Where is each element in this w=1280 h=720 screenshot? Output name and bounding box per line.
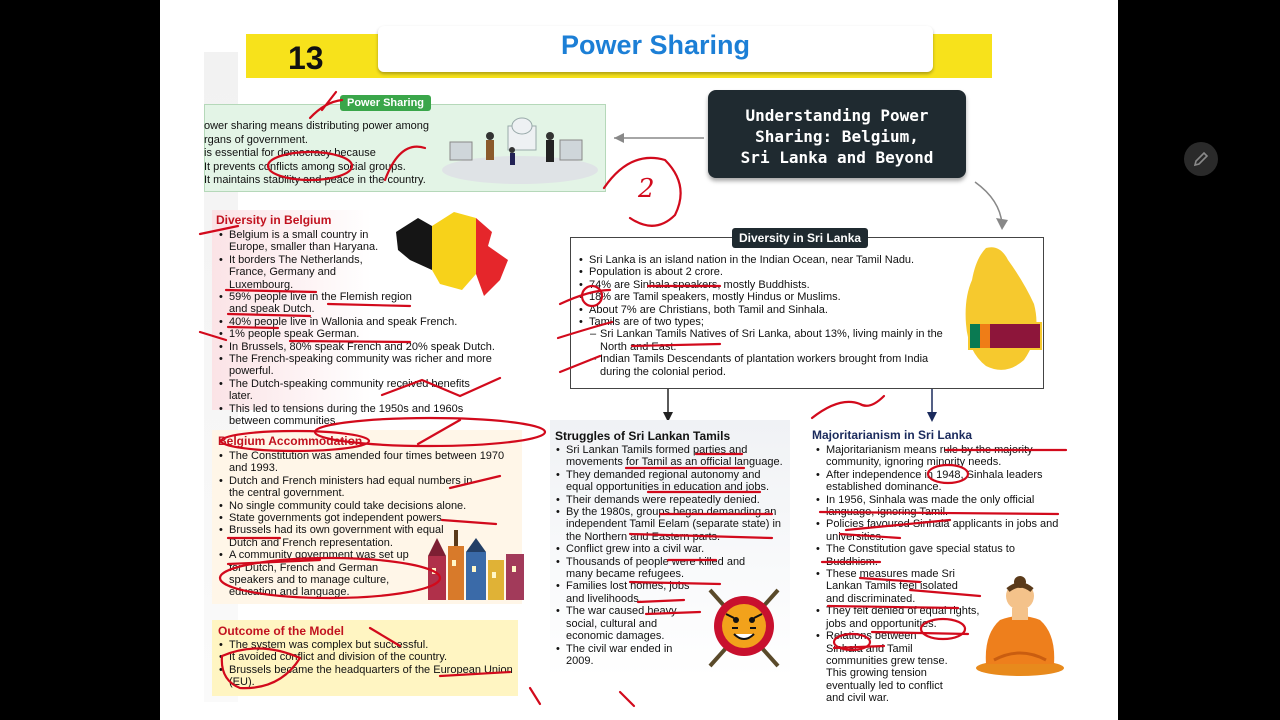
list-item: – Sri Lankan Tamils Natives of Sri Lanka, about 13%, living mainly in the North and East. <box>578 328 960 353</box>
list-item: • Population is about 2 crore. <box>578 266 960 278</box>
list-item: • The Constitution gave special status to Buddhism. <box>815 543 1059 568</box>
accommodation-title: Belgium Accommodation <box>218 434 363 448</box>
understanding-line: Sharing: Belgium, <box>755 127 919 146</box>
list-item: • Their demands were repeatedly denied. <box>555 494 787 506</box>
ps-line: ower sharing means distributing power among <box>204 120 430 132</box>
list-item: • Families lost homes, jobs and livelihoods. <box>555 580 705 605</box>
list-item: – Indian Tamils Descendants of plantation workers brought from India during the colonial period. <box>578 353 960 378</box>
list-item: • Belgium is a small country in Europe, smaller than Haryana. <box>218 229 398 254</box>
srilanka-title: Diversity in Sri Lanka <box>732 228 868 248</box>
list-item: • No single community could take decisions alone. <box>218 500 516 512</box>
majoritarianism-title: Majoritarianism in Sri Lanka <box>812 428 973 442</box>
notes-page <box>160 0 1118 720</box>
pencil-icon <box>1192 150 1210 168</box>
list-item: • They demanded regional autonomy and equal opportunities in education and jobs. <box>555 469 787 494</box>
list-item: • A community government was set up for Dutch, French and German speakers and to manage culture, education and language. <box>218 549 418 599</box>
list-item: • The Dutch-speaking community received benefits later. <box>218 378 478 403</box>
list-item: • Brussels had its own government with equal Dutch and French representation. <box>218 524 468 549</box>
list-item: • About 7% are Christians, both Tamil and Sinhala. <box>578 304 960 316</box>
list-item: • They felt denied of equal rights, jobs and opportunities. <box>815 605 985 630</box>
list-item: • Relations between Sinhala and Tamil communities grew tense. This growing tension eventually led to conflict and civil war. <box>815 630 955 704</box>
list-item: • It borders The Netherlands, France, Germany and Luxembourg. <box>218 254 398 291</box>
struggles-title: Struggles of Sri Lankan Tamils <box>555 429 731 443</box>
list-item: • After independence in 1948, Sinhala leaders established dominance. <box>815 469 1059 494</box>
list-item: • Tamils are of two types; <box>578 316 960 328</box>
list-item: • The Constitution was amended four times between 1970 and 1993. <box>218 450 516 475</box>
list-item: • Policies favoured Sinhala applicants in jobs and universities. <box>815 518 1059 543</box>
list-item: • These measures made Sri Lankan Tamils feel isolated and discriminated. <box>815 568 975 605</box>
list-item: • Majoritarianism means rule by the majority community, ignoring minority needs. <box>815 444 1059 469</box>
list-item: • Dutch and French ministers had equal numbers in the central government. <box>218 475 488 500</box>
outcome-title: Outcome of the Model <box>218 624 344 638</box>
list-item: • Conflict grew into a civil war. <box>555 543 787 555</box>
understanding-line: Understanding Power <box>745 106 929 125</box>
power-sharing-tag: Power Sharing <box>340 95 431 111</box>
list-item: • In 1956, Sinhala was made the only official language, ignoring Tamil. <box>815 494 1059 519</box>
list-item: • Sri Lanka is an island nation in the Indian Ocean, near Tamil Nadu. <box>578 254 960 266</box>
list-item: • The civil war ended in 2009. <box>555 643 675 668</box>
list-item: • State governments got independent powers. <box>218 512 516 524</box>
annotation-number: 2 <box>638 174 655 204</box>
list-item: • It avoided conflict and division of the country. <box>218 651 514 663</box>
list-item: • 1% people speak German. <box>218 328 522 340</box>
pencil-button[interactable] <box>1184 142 1218 176</box>
chapter-number: 13 <box>288 40 324 76</box>
understanding-line: Sri Lanka and Beyond <box>740 148 934 167</box>
belgium-title: Diversity in Belgium <box>216 213 332 227</box>
list-item: • 18% are Tamil speakers, mostly Hindus or Muslims. <box>578 291 960 303</box>
list-item: • The war caused heavy social, cultural and economic damages. <box>555 605 685 642</box>
ps-line: is essential for democracy because <box>204 147 376 159</box>
list-item: • Brussels became the headquarters of the European Union (EU). <box>218 664 514 689</box>
list-item: • Sri Lankan Tamils formed parties and movements for Tamil as an official language. <box>555 444 787 469</box>
ps-line: It maintains stability and peace in the country. <box>204 174 426 186</box>
list-item: • 59% people live in the Flemish region and speak Dutch. <box>218 291 428 316</box>
list-item: • In Brussels, 80% speak French and 20% speak Dutch. <box>218 341 522 353</box>
list-item: • The French-speaking community was richer and more powerful. <box>218 353 508 378</box>
ps-line: rgans of government. <box>204 133 308 146</box>
list-item: • 40% people live in Wallonia and speak French. <box>218 316 522 328</box>
list-item: • Thousands of people were killed and many became refugees. <box>555 556 755 581</box>
page-title: Power Sharing <box>560 30 751 60</box>
list-item: • By the 1980s, groups began demanding an independent Tamil Eelam (separate state) in the Northern and Eastern parts. <box>555 506 787 543</box>
ps-line: It prevents conflicts among social groups. <box>204 160 406 173</box>
list-item: • The system was complex but successful. <box>218 639 514 651</box>
list-item: • This led to tensions during the 1950s and 1960s between communities. <box>218 403 488 428</box>
handwritten-annotations <box>160 0 1118 720</box>
list-item: • 74% are Sinhala speakers, mostly Buddhists. <box>578 279 960 291</box>
